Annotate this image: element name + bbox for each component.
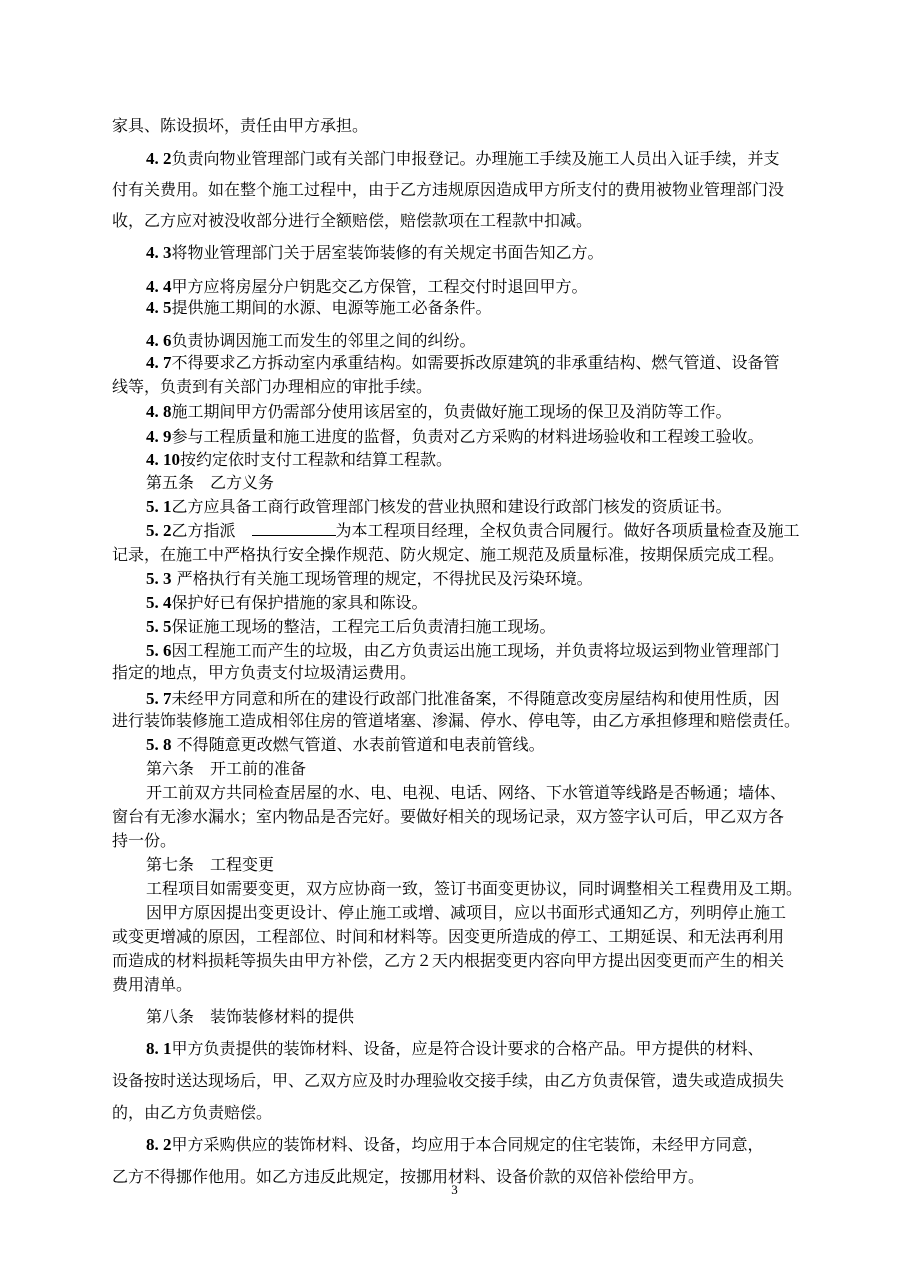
text-line [146, 879, 802, 899]
clause-number: 4. 5 [146, 298, 172, 317]
text-line [146, 689, 780, 709]
text-line [112, 1103, 272, 1123]
text-line [146, 641, 780, 661]
clause-number: 5. 7 [146, 689, 172, 708]
clause-number: 5. 1 [146, 497, 172, 516]
text-line [146, 759, 306, 779]
line-text: 而造成的材料损耗等损失由甲方补偿，乙方２天内根据变更内容向甲方提出因变更而产生的相关 [112, 951, 785, 970]
text-line [112, 831, 176, 851]
clause-number: 4. 3 [146, 243, 172, 262]
clause-number: 4. 2 [146, 149, 172, 168]
text-line [146, 593, 428, 613]
line-text: 因工程施工而产生的垃圾，由乙方负责运出施工现场，并负责将垃圾运到物业管理部门 [171, 641, 780, 660]
clause-number: 5. 2 [146, 521, 172, 540]
text-line [112, 1071, 784, 1091]
text-line [146, 497, 732, 517]
page-number: 3 [451, 1182, 458, 1197]
text-line [112, 663, 416, 683]
line-text: 记录，在施工中严格执行安全操作规范、防火规定、施工规范及质量标准，按期保质完成工程。 [112, 545, 785, 564]
clause-number: 5. 6 [146, 641, 172, 660]
text-line [112, 180, 784, 200]
text-line [112, 975, 192, 995]
line-text: 为本工程项目经理，全权负责合同履行。做好各项质量检查及施工 [335, 521, 800, 540]
line-text: 未经甲方同意和所在的建设行政部门批准备案，不得随意改变房屋结构和使用性质，因 [171, 689, 780, 708]
line-text: 乙方应具备工商行政管理部门核发的营业执照和建设行政部门核发的资质证书。 [171, 497, 732, 516]
line-text: 提供施工期间的水源、电源等施工必备条件。 [171, 298, 492, 317]
text-line [146, 903, 786, 923]
clause-number: 8. 2 [146, 1135, 172, 1154]
line-text: 乙方指派 [171, 521, 252, 540]
line-text: 不得随意更改燃气管道、水表前管道和电表前管线。 [171, 735, 545, 754]
clause-number: 5. 5 [146, 617, 172, 636]
clause-number: 8. 1 [146, 1039, 172, 1058]
text-line [146, 783, 786, 803]
line-text: 收，乙方应对被没收部分进行全额赔偿，赔偿款项在工程款中扣减。 [112, 211, 593, 230]
line-text: 负责协调因施工而发生的邻里之间的纠纷。 [171, 331, 476, 350]
line-text: 第七条 工程变更 [146, 855, 275, 874]
line-text: 的，由乙方负责赔偿。 [112, 1103, 273, 1122]
text-line [146, 617, 556, 637]
text-line [146, 521, 800, 541]
fill-in-blank [252, 521, 336, 536]
line-text: 线等，负责到有关部门办理相应的审批手续。 [112, 377, 433, 396]
clause-number: 5. 4 [146, 593, 172, 612]
line-text: 施工期间甲方仍需部分使用该居室的，负责做好施工现场的保卫及消防等工作。 [171, 402, 732, 421]
text-line [112, 711, 800, 731]
text-line [112, 116, 368, 136]
text-line [112, 377, 432, 397]
line-text: 甲方应将房屋分户钥匙交乙方保管，工程交付时退回甲方。 [171, 277, 588, 296]
text-line [146, 298, 492, 318]
clause-number: 4. 7 [146, 353, 172, 372]
text-line [146, 149, 780, 169]
line-text: 指定的地点，甲方负责支付垃圾清运费用。 [112, 663, 417, 682]
line-text: 负责向物业管理部门或有关部门申报登记。办理施工手续及施工人员出入证手续，并支 [171, 149, 780, 168]
clause-number: 4. 6 [146, 331, 172, 350]
line-text: 严格执行有关施工现场管理的规定，不得扰民及污染环境。 [171, 569, 593, 588]
line-text: 第六条 开工前的准备 [146, 759, 307, 778]
clause-number: 5. 3 [146, 569, 172, 588]
line-text: 不得要求乙方拆动室内承重结构。如需要拆改原建筑的非承重结构、燃气管道、设备管 [171, 353, 780, 372]
line-text: 费用清单。 [112, 975, 193, 994]
text-line [112, 211, 592, 231]
text-line [146, 1039, 764, 1059]
text-line [146, 450, 452, 470]
text-line [112, 545, 784, 565]
line-text: 进行装饰装修施工造成相邻住房的管道堵塞、渗漏、停水、停电等，由乙方承担修理和赔偿责任。 [112, 711, 801, 730]
line-text: 窗台有无渗水漏水；室内物品是否完好。要做好相关的现场记录，双方签字认可后，甲乙双方各 [112, 807, 785, 826]
line-text: 第五条 乙方义务 [146, 473, 275, 492]
clause-number: 4. 9 [146, 427, 172, 446]
text-line [146, 243, 604, 263]
line-text: 按约定依时支付工程款和结算工程款。 [180, 450, 453, 469]
text-line [146, 1135, 764, 1155]
line-text: 开工前双方共同检查居屋的水、电、电视、电话、网络、下水管道等线路是否畅通；墙体、 [146, 783, 787, 802]
text-line [146, 1007, 354, 1027]
text-line [146, 569, 593, 589]
clause-number: 4. 8 [146, 402, 172, 421]
line-text: 付有关费用。如在整个施工过程中，由于乙方违规原因造成甲方所支付的费用被物业管理部门没 [112, 180, 785, 199]
text-line [112, 807, 784, 827]
line-text: 工程项目如需要变更，双方应协商一致，签订书面变更协议，同时调整相关工程费用及工期。 [146, 879, 803, 898]
text-line [146, 353, 780, 373]
line-text: 甲方采购供应的装饰材料、设备，均应用于本合同规定的住宅装饰，未经甲方同意， [171, 1135, 764, 1154]
text-line [146, 331, 476, 351]
text-line [112, 951, 784, 971]
clause-number: 4. 10 [146, 450, 180, 469]
line-text: 第八条 装饰装修材料的提供 [146, 1007, 355, 1026]
text-line [146, 855, 274, 875]
text-line [146, 427, 764, 447]
line-text: 保护好已有保护措施的家具和陈设。 [171, 593, 428, 612]
line-text: 因甲方原因提出变更设计、停止施工或增、减项目，应以书面形式通知乙方，列明停止施工 [146, 903, 787, 922]
line-text: 将物业管理部门关于居室装饰装修的有关规定书面告知乙方。 [171, 243, 604, 262]
line-text: 乙方不得挪作他用。如乙方违反此规定，按挪用材料、设备价款的双倍补偿给甲方。 [112, 1167, 705, 1186]
clause-number: 4. 4 [146, 277, 172, 296]
text-line [146, 735, 545, 755]
line-text: 家具、陈设损坏，责任由甲方承担。 [112, 116, 369, 135]
line-text: 甲方负责提供的装饰材料、设备，应是符合设计要求的合格产品。甲方提供的材料、 [171, 1039, 764, 1058]
line-text: 设备按时送达现场后，甲、乙双方应及时办理验收交接手续，由乙方负责保管，遗失或造成损失 [112, 1071, 785, 1090]
text-line [146, 473, 274, 493]
clause-number: 5. 8 [146, 735, 172, 754]
line-text: 或变更增减的原因，工程部位、时间和材料等。因变更所造成的停工、工期延误、和无法再利用 [112, 927, 785, 946]
line-text: 持一份。 [112, 831, 177, 850]
line-text: 保证施工现场的整洁，工程完工后负责清扫施工现场。 [171, 617, 556, 636]
text-line [146, 277, 588, 297]
text-line [112, 927, 784, 947]
text-line [146, 402, 732, 422]
line-text: 参与工程质量和施工进度的监督，负责对乙方采购的材料进场验收和工程竣工验收。 [171, 427, 764, 446]
